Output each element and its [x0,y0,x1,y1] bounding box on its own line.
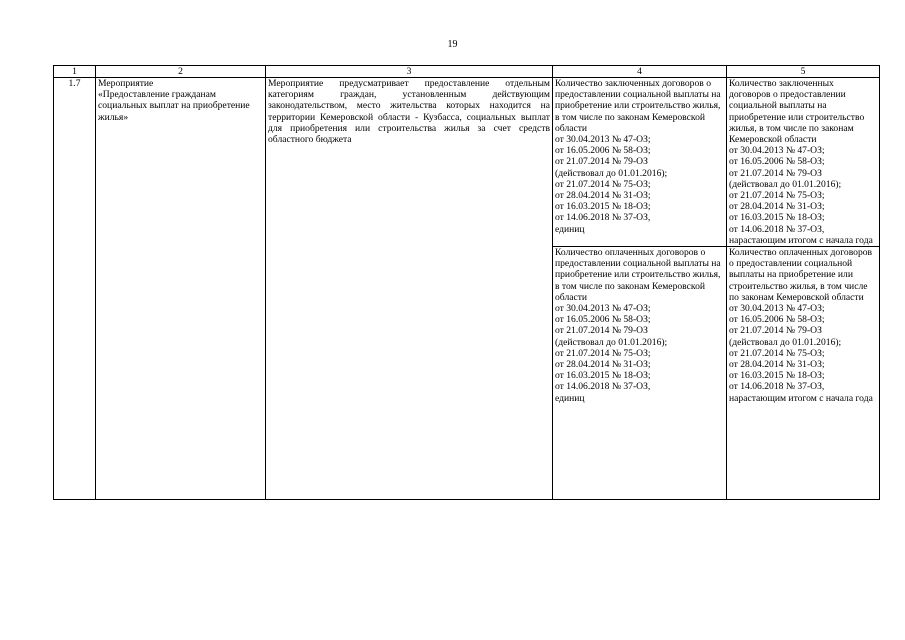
indicator-concluded-col5: Количество заключенных договоров о предоставлении социальной выплаты на приобретение или строительство жилья, в том числе по законам Кемеровской области от 30.04.2013 № 47-ОЗ; от 16.05.2006 № 58-ОЗ; от 21.07.2014 № 79-ОЗ (действовал до 01.01.2016); от 21.07.2014 № 75-ОЗ; от 28.04.2014 № 31-ОЗ; от 16.03.2015 № 18-ОЗ; от 14.06.2018 № 37-ОЗ, нарастающим итогом с начала года [727,78,880,247]
indicator-paid-col4: Количество оплаченных договоров о предоставлении социальной выплаты на приобретение или строительство жилья, в том числе по законам Кемеровской области от 30.04.2013 № 47-ОЗ; от 16.05.2006 № 58-ОЗ; от 21.07.2014 № 79-ОЗ (действовал до 01.01.2016); от 21.07.2014 № 75-ОЗ; от 28.04.2014 № 31-ОЗ; от 16.03.2015 № 18-ОЗ; от 14.06.2018 № 37-ОЗ, единиц [553,247,727,500]
column-header-1: 1 [54,66,96,78]
event-description: Мероприятие предусматривает предоставление отдельным категориям граждан, установленным действующим законодательством, место жительства которых находится на территории Кемеровской области - Кузбасса, социальных выплат для приобретения или строительства жилья за счет средств областного бюджета [266,78,553,500]
indicator-paid-col5: Количество оплаченных договоров о предоставлении социальной выплаты на приобретение или строительство жилья, в том числе по законам Кемеровской области от 30.04.2013 № 47-ОЗ; от 16.05.2006 № 58-ОЗ; от 21.07.2014 № 79-ОЗ (действовал до 01.01.2016); от 21.07.2014 № 75-ОЗ; от 28.04.2014 № 31-ОЗ; от 16.03.2015 № 18-ОЗ; от 14.06.2018 № 37-ОЗ, нарастающим итогом с начала года [727,247,880,500]
document-table [53,65,880,500]
row-number: 1.7 [54,78,96,500]
column-header-5: 5 [727,66,880,78]
event-name: Мероприятие «Предоставление гражданам социальных выплат на приобретение жилья» [96,78,266,500]
column-header-4: 4 [553,66,727,78]
indicator-concluded-col4: Количество заключенных договоров о предоставлении социальной выплаты на приобретение или строительство жилья, в том числе по законам Кемеровской области от 30.04.2013 № 47-ОЗ; от 16.05.2006 № 58-ОЗ; от 21.07.2014 № 79-ОЗ (действовал до 01.01.2016); от 21.07.2014 № 75-ОЗ; от 28.04.2014 № 31-ОЗ; от 16.03.2015 № 18-ОЗ; от 14.06.2018 № 37-ОЗ, единиц [553,78,727,247]
page-number: 19 [447,39,458,50]
table-header-row [54,66,880,78]
column-header-2: 2 [96,66,266,78]
column-header-3: 3 [266,66,553,78]
table-row [54,78,880,247]
